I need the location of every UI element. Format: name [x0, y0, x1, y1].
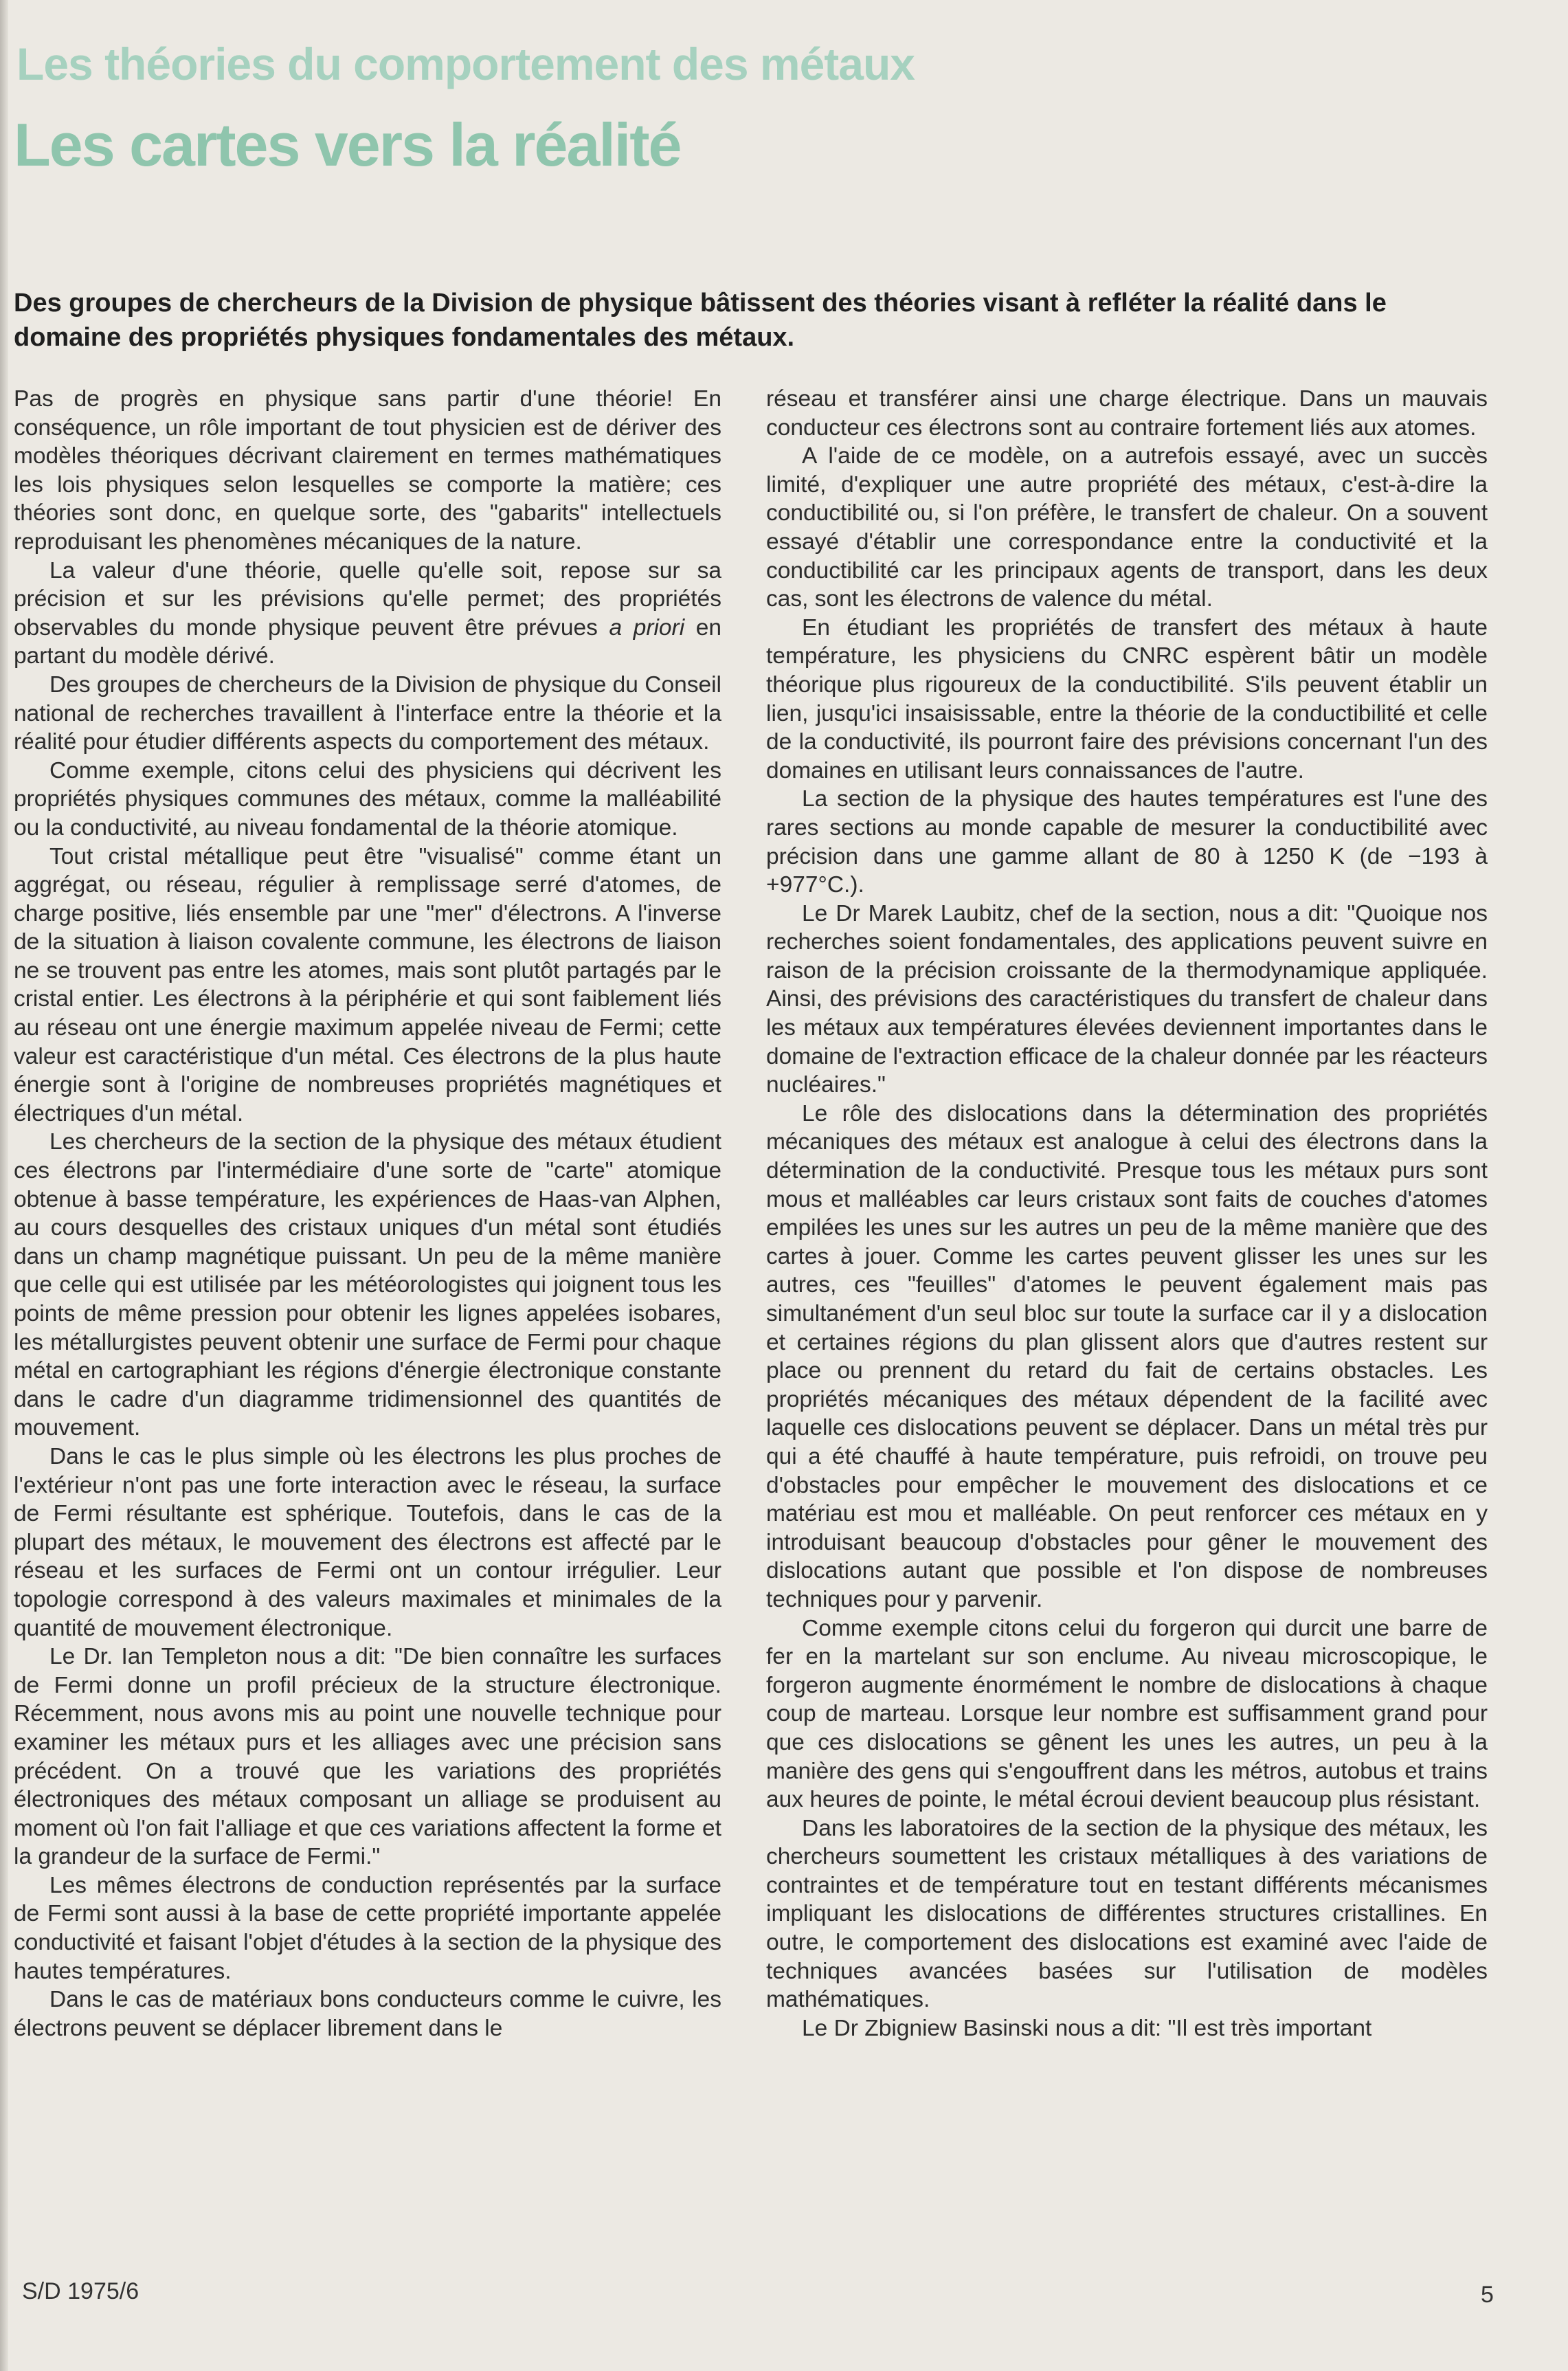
- paragraph: La section de la physique des hautes températures est l'une des rares sections au monde capable de mesurer la conductibilité avec précision dans une gamme allant de 80 à 1250 K (de −193 à +977°C.).: [766, 786, 1488, 898]
- paragraph: A l'aide de ce modèle, on a autrefois essayé, avec un succès limité, d'expliquer une autre propriété des métaux, c'est-à-dire la conductibilité ou, si l'on préfère, le transfert de chaleur. On a souvent essayé d'établir une correspondance entre la conductivité et la conductibilité car les principaux agents de transport, dans les deux cas, sont les électrons de valence du métal.: [766, 443, 1488, 612]
- right-column: [766, 385, 1488, 2042]
- paragraph: Comme exemple citons celui du forgeron qui durcit une barre de fer en la martelant sur son enclume. Au niveau microscopique, le forgeron augmente énormément le nombre de dislocations à chaque coup de marteau. Lorsque leur nombre est suffisamment grand pour que ces dislocations se gênent les unes les autres, un peu à la manière des gens qui s'engouffrent dans les métros, autobus et trains aux heures de pointe, le métal écroui devient beaucoup plus résistant.: [766, 1615, 1488, 1813]
- paragraph: Le Dr. Ian Templeton nous a dit: "De bien connaître les surfaces de Fermi donne un profil précieux de la structure électronique. Récemment, nous avons mis au point une nouvelle technique pour examiner les métaux purs et les alliages avec une précision sans précédent. On a trouvé que les variations des propriétés électroniques des métaux composant un alliage se produisent au moment où l'on fait l'alliage et que ces variations affectent la forme et la grandeur de la surface de Fermi.": [14, 1644, 721, 1870]
- paragraph: Les chercheurs de la section de la physique des métaux étudient ces électrons par l'intermédiaire d'une sorte de "carte" atomique obtenue à basse température, les expériences de Haas-van Alphen, au cours desquelles des cristaux uniques d'un métal sont étudiés dans un champ magnétique puissant. Un peu de la même manière que celle qui est utilisée par les météorologistes qui joignent tous les points de même pression pour obtenir les lignes appelées isobares, les métallurgistes peuvent obtenir une surface de Fermi pour chaque métal en cartographiant les régions d'énergie électronique constante dans le cadre d'un diagramme tridimensionnel des quantités de mouvement.: [14, 1129, 721, 1441]
- page-number: 5: [1481, 2282, 1494, 2308]
- page-binding-edge: [0, 0, 8, 2371]
- paragraph: Pas de progrès en physique sans partir d'une théorie! En conséquence, un rôle important de tout physicien est de dériver des modèles théoriques décrivant clairement en termes mathématiques les lois physiques selon lesquelles se comporte la matière; ces théories sont donc, en quelque sorte, des "gabarits" intellectuels reproduisant les phenomènes mécaniques de la nature.: [14, 386, 721, 555]
- paragraph: Dans le cas de matériaux bons conducteurs comme le cuivre, les électrons peuvent se déplacer librement dans le: [14, 1987, 721, 2041]
- paragraph: Dans le cas le plus simple où les électrons les plus proches de l'extérieur n'ont pas une forte interaction avec le réseau, la surface de Fermi résultante est sphérique. Toutefois, dans le cas de la plupart des métaux, le mouvement des électrons est affecté par le réseau et les surfaces de Fermi ont un contour irrégulier. Leur topologie correspond à des valeurs maximales et minimales de la quantité de mouvement électronique.: [14, 1443, 721, 1641]
- paragraph: Dans les laboratoires de la section de la physique des métaux, les chercheurs soumettent les cristaux métalliques à des variations de contraintes et de température tout en testant différents mécanismes impliquant les dislocations de différentes structures cristallines. En outre, le comportement des dislocations est examiné avec l'aide de techniques avancées basées sur l'utilisation de modèles mathématiques.: [766, 1815, 1488, 2013]
- article-lede: Des groupes de chercheurs de la Division de physique bâtissent des théories visant à refléter la réalité dans le domaine des propriétés physiques fondamentales des métaux.: [14, 289, 1387, 352]
- article-kicker: Les théories du comportement des métaux: [16, 38, 915, 89]
- paragraph: Les mêmes électrons de conduction représentés par la surface de Fermi sont aussi à la base de cette propriété importante appelée conductivité et faisant l'objet d'études à la section de la physique des hautes températures.: [14, 1872, 721, 1984]
- paragraph: [14, 557, 721, 671]
- paragraph: réseau et transférer ainsi une charge électrique. Dans un mauvais conducteur ces électrons sont au contraire fortement liés aux atomes.: [766, 386, 1488, 441]
- paragraph: Des groupes de chercheurs de la Division de physique du Conseil national de recherches travaillent à l'interface entre la théorie et la réalité pour étudier différents aspects du comportement des métaux.: [14, 671, 721, 755]
- paragraph: Tout cristal métallique peut être "visualisé" comme étant un aggrégat, ou réseau, régulier à remplissage serré d'atomes, de charge positive, liés ensemble par une "mer" d'électrons. A l'inverse de la situation à liaison covalente commune, les électrons de liaison ne se trouvent pas entre les atomes, mais sont plutôt partagés par le cristal entier. Les électrons à la périphérie et qui sont faiblement liés au réseau ont une énergie maximum appelée niveau de Fermi; cette valeur est caractéristique d'un métal. Ces électrons de la plus haute énergie sont à l'origine de nombreuses propriétés magnétiques et électriques d'un métal.: [14, 843, 721, 1126]
- paragraph: En étudiant les propriétés de transfert des métaux à haute température, les physiciens du CNRC espèrent bâtir un modèle théorique plus rigoureux de la conductibilité. S'ils peuvent établir un lien, jusqu'ici insaisissable, entre la théorie de la conductibilité et celle de la conductivité, ils pourront faire des prévisions concernant l'un des domaines en utilisant leurs connaissances de l'autre.: [766, 614, 1488, 783]
- paragraph: Le Dr Marek Laubitz, chef de la section, nous a dit: "Quoique nos recherches soient fondamentales, des applications peuvent suivre en raison de la précision croissante de la thermodynamique appliquée. Ainsi, des prévisions des caractéristiques du transfert de chaleur dans les métaux aux températures élevées deviennent importantes dans le domaine de l'extraction efficace de la chaleur donnée par les réacteurs nucléaires.": [766, 900, 1488, 1098]
- emphasis-text: a priori: [609, 614, 685, 641]
- paragraph-text: en partant du modèle dérivé.: [14, 614, 721, 669]
- left-column: [14, 385, 721, 2042]
- article-title: Les cartes vers la réalité: [14, 111, 681, 179]
- paragraph: Le rôle des dislocations dans la détermination des propriétés mécaniques des métaux est analogue à celui des électrons dans la détermination de la conductivité. Presque tous les métaux purs sont mous et malléables car leurs cristaux sont faits de couches d'atomes empilées les unes sur les autres un peu de la même manière que des cartes à jouer. Comme les cartes peuvent glisser les unes sur les autres, ces "feuilles" d'atomes le peuvent également mais pas simultanément d'un seul bloc sur toute la surface car il y a dislocation et certaines régions du plan glissent alors que d'autres restent sur place ou prennent du retard du fait de certains obstacles. Les propriétés mécaniques des métaux dépendent de la facilité avec laquelle ces dislocations peuvent se déplacer. Dans un métal très pur qui a été chauffé à haute température, puis refroidi, on trouve peu d'obstacles pour empêcher le mouvement des dislocations et ce matériau est mou et malléable. On peut renforcer ces métaux en y introduisant beaucoup d'obstacles pour gêner le mouvement des dislocations autant que possible et l'on dispose de nombreuses techniques pour y parvenir.: [766, 1100, 1488, 1612]
- paragraph: Comme exemple, citons celui des physiciens qui décrivent les propriétés physiques communes des métaux, comme la malléabilité ou la conductivité, au niveau fondamental de la théorie atomique.: [14, 757, 721, 841]
- paragraph: Le Dr Zbigniew Basinski nous a dit: "Il est très important: [802, 2015, 1372, 2041]
- paragraph-text: La valeur d'une théorie, quelle qu'elle soit, repose sur sa précision et sur les prévisions qu'elle permet; des propriétés observables du monde physique peuvent être prévues: [14, 557, 721, 641]
- issue-label: S/D 1975/6: [22, 2278, 139, 2304]
